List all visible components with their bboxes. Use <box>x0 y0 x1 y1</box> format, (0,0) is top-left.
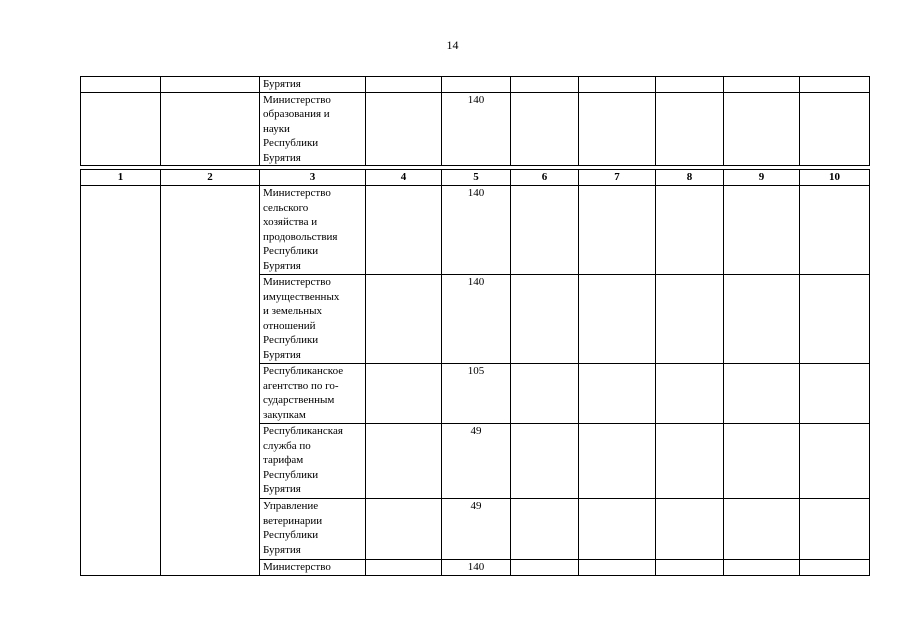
cell-col-1 <box>81 92 161 166</box>
cell-col-9 <box>724 560 800 576</box>
cell-col-10 <box>800 186 870 275</box>
cell-col-5: 105 <box>442 364 511 424</box>
header-col-4: 4 <box>366 170 442 186</box>
cell-col-6 <box>511 560 579 576</box>
cell-col-8 <box>656 92 724 166</box>
cell-col-3: Управление ветеринарии Республики Бурятия <box>260 499 366 560</box>
cell-col-3: Министерство <box>260 560 366 576</box>
header-col-8: 8 <box>656 170 724 186</box>
cell-col-10 <box>800 560 870 576</box>
cell-col-10 <box>800 92 870 166</box>
cell-col-7 <box>579 275 656 364</box>
cell-col-9 <box>724 77 800 93</box>
header-col-9: 9 <box>724 170 800 186</box>
cell-col-9 <box>724 186 800 275</box>
cell-col-6 <box>511 275 579 364</box>
cell-col-4 <box>366 560 442 576</box>
cell-col-6 <box>511 92 579 166</box>
main-table <box>80 169 870 576</box>
table-row <box>81 186 870 275</box>
cell-col-4 <box>366 186 442 275</box>
header-col-3: 3 <box>260 170 366 186</box>
cell-col-9 <box>724 364 800 424</box>
cell-col-10 <box>800 275 870 364</box>
cell-col-8 <box>656 424 724 499</box>
cell-col-4 <box>366 364 442 424</box>
continuation-table <box>80 76 870 166</box>
cell-col-4 <box>366 92 442 166</box>
column-number-header <box>81 170 870 186</box>
cell-col-7 <box>579 77 656 93</box>
cell-col-4 <box>366 275 442 364</box>
header-col-1: 1 <box>81 170 161 186</box>
cell-col-5: 140 <box>442 560 511 576</box>
cell-col-10 <box>800 499 870 560</box>
cell-col-2 <box>161 186 260 576</box>
cell-col-6 <box>511 364 579 424</box>
cell-col-3: Бурятия <box>260 77 366 93</box>
cell-col-1 <box>81 77 161 93</box>
cell-col-3: Министерство сельского хозяйства и продовольствия Республики Бурятия <box>260 186 366 275</box>
header-col-5: 5 <box>442 170 511 186</box>
cell-col-8 <box>656 275 724 364</box>
cell-col-6 <box>511 186 579 275</box>
cell-col-8 <box>656 499 724 560</box>
cell-col-3: Министерство образования и науки Республики Бурятия <box>260 92 366 166</box>
header-col-2: 2 <box>161 170 260 186</box>
cell-col-3: Республиканская служба по тарифам Республики Бурятия <box>260 424 366 499</box>
cell-col-5: 49 <box>442 499 511 560</box>
page-number: 14 <box>446 38 459 52</box>
cell-col-8 <box>656 364 724 424</box>
cell-col-7 <box>579 92 656 166</box>
cell-col-8 <box>656 186 724 275</box>
cell-col-3: Республиканское агентство по го- сударственным закупкам <box>260 364 366 424</box>
cell-col-5: 140 <box>442 92 511 166</box>
cell-col-7 <box>579 560 656 576</box>
cell-col-7 <box>579 186 656 275</box>
cell-col-4 <box>366 499 442 560</box>
cell-col-9 <box>724 499 800 560</box>
cell-col-9 <box>724 275 800 364</box>
cell-col-7 <box>579 424 656 499</box>
cell-col-2 <box>161 92 260 166</box>
header-col-6: 6 <box>511 170 579 186</box>
table-row <box>81 77 870 93</box>
cell-col-6 <box>511 77 579 93</box>
cell-col-5 <box>442 77 511 93</box>
cell-col-6 <box>511 499 579 560</box>
cell-col-8 <box>656 560 724 576</box>
cell-col-9 <box>724 424 800 499</box>
cell-col-10 <box>800 364 870 424</box>
cell-col-4 <box>366 77 442 93</box>
header-col-7: 7 <box>579 170 656 186</box>
header-col-10: 10 <box>800 170 870 186</box>
table-row <box>81 92 870 166</box>
cell-col-10 <box>800 77 870 93</box>
cell-col-5: 140 <box>442 275 511 364</box>
cell-col-10 <box>800 424 870 499</box>
cell-col-6 <box>511 424 579 499</box>
cell-col-9 <box>724 92 800 166</box>
cell-col-5: 49 <box>442 424 511 499</box>
cell-col-8 <box>656 77 724 93</box>
cell-col-7 <box>579 364 656 424</box>
cell-col-7 <box>579 499 656 560</box>
cell-col-3: Министерство имущественных и земельных отношений Республики Бурятия <box>260 275 366 364</box>
cell-col-4 <box>366 424 442 499</box>
cell-col-2 <box>161 77 260 93</box>
cell-col-1 <box>81 186 161 576</box>
cell-col-5: 140 <box>442 186 511 275</box>
